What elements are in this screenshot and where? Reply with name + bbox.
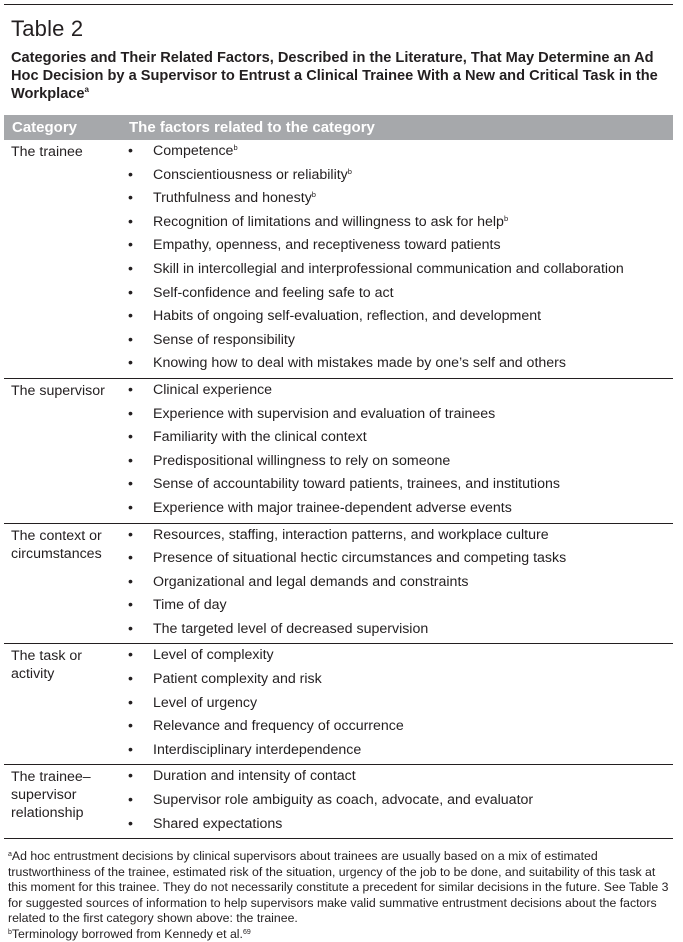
factor-text: Presence of situational hectic circumstances and competing tasks: [153, 550, 567, 567]
factor-item: [122, 189, 673, 213]
bullet-icon: •: [128, 671, 133, 688]
factor-text: Skill in intercollegial and interprofessional communication and collaboration: [153, 260, 624, 277]
bullet-icon: •: [128, 381, 133, 398]
factor-item: [122, 213, 673, 237]
factor-item: [122, 381, 673, 405]
factor-text: Recognition of limitations and willingness to ask for help: [153, 213, 504, 230]
factor-item: [122, 260, 673, 284]
factor-text: Relevance and frequency of occurrence: [153, 718, 404, 735]
factor-text: Patient complexity and risk: [153, 671, 322, 688]
bottom-rule: [4, 838, 673, 839]
factor-item: [122, 452, 673, 476]
table-header: [4, 115, 673, 140]
factor-item: [122, 284, 673, 308]
factors-cell: [122, 644, 673, 765]
factor-item: [122, 142, 673, 166]
factor-item: [122, 331, 673, 355]
factor-footnote-marker: b: [347, 166, 352, 176]
factors-table: [4, 115, 673, 838]
factor-text: Experience with major trainee-dependent adverse events: [153, 499, 512, 516]
factor-text: Supervisor role ambiguity as coach, advocate, and evaluator: [153, 792, 534, 809]
factor-text: Shared expectations: [153, 815, 283, 832]
bullet-icon: •: [128, 499, 133, 516]
factor-text: Competence: [153, 143, 234, 159]
factor-item: [122, 767, 673, 791]
table-row: [4, 378, 673, 523]
caption-text: Categories and Their Related Factors, Described in the Literature, That May Determine an Ad Hoc Decision by a Supervisor to Entrust a Clinical Trainee With a New and Critical Task in the Workplace: [11, 50, 658, 102]
factor-item: [122, 549, 673, 573]
factor-item: [122, 694, 673, 718]
factor-text: Duration and intensity of contact: [153, 768, 356, 785]
factor-text: Self-confidence and feeling safe to act: [153, 284, 394, 301]
bullet-icon: •: [128, 573, 133, 590]
factor-footnote-marker: b: [311, 190, 316, 200]
factor-item: [122, 236, 673, 260]
table-row: [4, 140, 673, 378]
category-cell: The supervisor: [4, 378, 122, 523]
footnote-a-text: Ad hoc entrustment decisions by clinical supervisors about trainees are usually based on a mix of estimated trustworthiness of the trainee, estimated risk of the situation, urgency of the job to be done, and suitability of this task at this moment for this trainee. They do not necessarily constitute a precedent for similar decisions in the future. See Table 3 for suggested sources of information to help supervisors make valid summative entrustment decisions about the factors related to the first category shown above: the trainee.: [8, 849, 669, 926]
footnote-a: [8, 849, 673, 927]
factor-item: [122, 526, 673, 550]
bullet-icon: •: [128, 476, 133, 493]
bullet-icon: •: [128, 260, 133, 277]
factors-cell: [122, 765, 673, 838]
factor-text: Clinical experience: [153, 381, 273, 398]
bullet-icon: •: [128, 792, 133, 809]
footnote-b-mark: b: [8, 928, 12, 936]
top-rule: [4, 4, 673, 5]
footnote-a-mark: a: [8, 851, 12, 859]
factor-item: [122, 670, 673, 694]
factor-item: [122, 475, 673, 499]
bullet-icon: •: [128, 190, 133, 207]
factor-item: [122, 791, 673, 815]
factor-item: [122, 499, 673, 523]
table-figure: [4, 0, 673, 942]
factor-list: [122, 381, 673, 523]
bullet-icon: •: [128, 405, 133, 422]
factor-text: The targeted level of decreased supervision: [153, 620, 429, 637]
bullet-icon: •: [128, 166, 133, 183]
factor-text: Knowing how to deal with mistakes made by one’s self and others: [153, 355, 566, 372]
factor-text: Empathy, openness, and receptiveness toward patients: [153, 237, 501, 254]
factor-item: [122, 741, 673, 765]
factors-cell: [122, 378, 673, 523]
factor-list: [122, 142, 673, 378]
factor-item: [122, 717, 673, 741]
table-body: [4, 140, 673, 838]
category-cell: The trainee: [11, 144, 83, 160]
factor-text: Predispositional willingness to rely on someone: [153, 452, 451, 469]
caption-footnote-marker: a: [84, 85, 89, 94]
bullet-icon: •: [128, 768, 133, 785]
factor-text: Experience with supervision and evaluation of trainees: [153, 405, 496, 422]
factor-item: [122, 354, 673, 378]
factor-text: Interdisciplinary interdependence: [153, 741, 362, 758]
factor-text: Level of urgency: [153, 694, 258, 711]
factor-text: Time of day: [153, 597, 227, 614]
table-row: [4, 765, 673, 838]
table-footnotes: [4, 849, 673, 942]
factor-item: [122, 596, 673, 620]
bullet-icon: •: [128, 143, 133, 159]
header-factors: The factors related to the category: [122, 115, 673, 140]
factor-item: [122, 307, 673, 331]
bullet-icon: •: [128, 213, 133, 230]
factor-item: [122, 815, 673, 839]
factor-item: [122, 166, 673, 190]
factor-item: [122, 620, 673, 644]
header-category: Category: [4, 115, 122, 140]
table-name: Table 2: [11, 16, 84, 41]
table-caption: [11, 49, 666, 103]
bullet-icon: •: [128, 620, 133, 637]
bullet-icon: •: [128, 331, 133, 348]
factor-text: Sense of accountability toward patients, trainees, and institutions: [153, 476, 560, 493]
factor-list: [122, 767, 673, 838]
factor-item: [122, 428, 673, 452]
factor-text: Habits of ongoing self-evaluation, reflection, and development: [153, 308, 542, 325]
bullet-icon: •: [128, 429, 133, 446]
factor-text: Familiarity with the clinical context: [153, 429, 367, 446]
bullet-icon: •: [128, 815, 133, 832]
factor-text: Conscientiousness or reliability: [153, 166, 348, 183]
factor-footnote-marker: b: [503, 213, 509, 223]
footnote-b-ref: 69: [242, 928, 251, 936]
bullet-icon: •: [128, 237, 133, 254]
factor-text: Sense of responsibility: [153, 331, 295, 348]
factor-list: [122, 646, 673, 764]
table-row: [4, 644, 673, 765]
category-cell: The task or activity: [4, 644, 122, 765]
category-cell: The trainee–supervisor relationship: [4, 765, 122, 838]
factor-item: [122, 405, 673, 429]
bullet-icon: •: [128, 452, 133, 469]
factor-text: Level of complexity: [153, 647, 274, 664]
bullet-icon: •: [128, 694, 133, 711]
table-row: [4, 523, 673, 644]
bullet-icon: •: [128, 597, 133, 614]
category-cell: The context or circumstances: [4, 523, 122, 644]
factors-cell: [122, 523, 673, 644]
bullet-icon: •: [128, 647, 133, 664]
bullet-icon: •: [128, 355, 133, 372]
footnote-b-text: Terminology borrowed from Kennedy et al.: [11, 926, 243, 941]
bullet-icon: •: [128, 284, 133, 301]
factor-text: Truthfulness and honesty: [153, 190, 312, 207]
factor-list: [122, 526, 673, 644]
bullet-icon: •: [128, 718, 133, 735]
bullet-icon: •: [128, 308, 133, 325]
bullet-icon: •: [128, 526, 133, 543]
factor-footnote-marker: b: [233, 143, 238, 152]
factor-text: Resources, staffing, interaction patterns, and workplace culture: [153, 526, 549, 543]
footnote-b: [8, 927, 673, 942]
factor-text: Organizational and legal demands and constraints: [153, 573, 469, 590]
bullet-icon: •: [128, 741, 133, 758]
factors-cell: [122, 140, 673, 378]
factor-item: [122, 573, 673, 597]
bullet-icon: •: [128, 550, 133, 567]
factor-item: [122, 646, 673, 670]
